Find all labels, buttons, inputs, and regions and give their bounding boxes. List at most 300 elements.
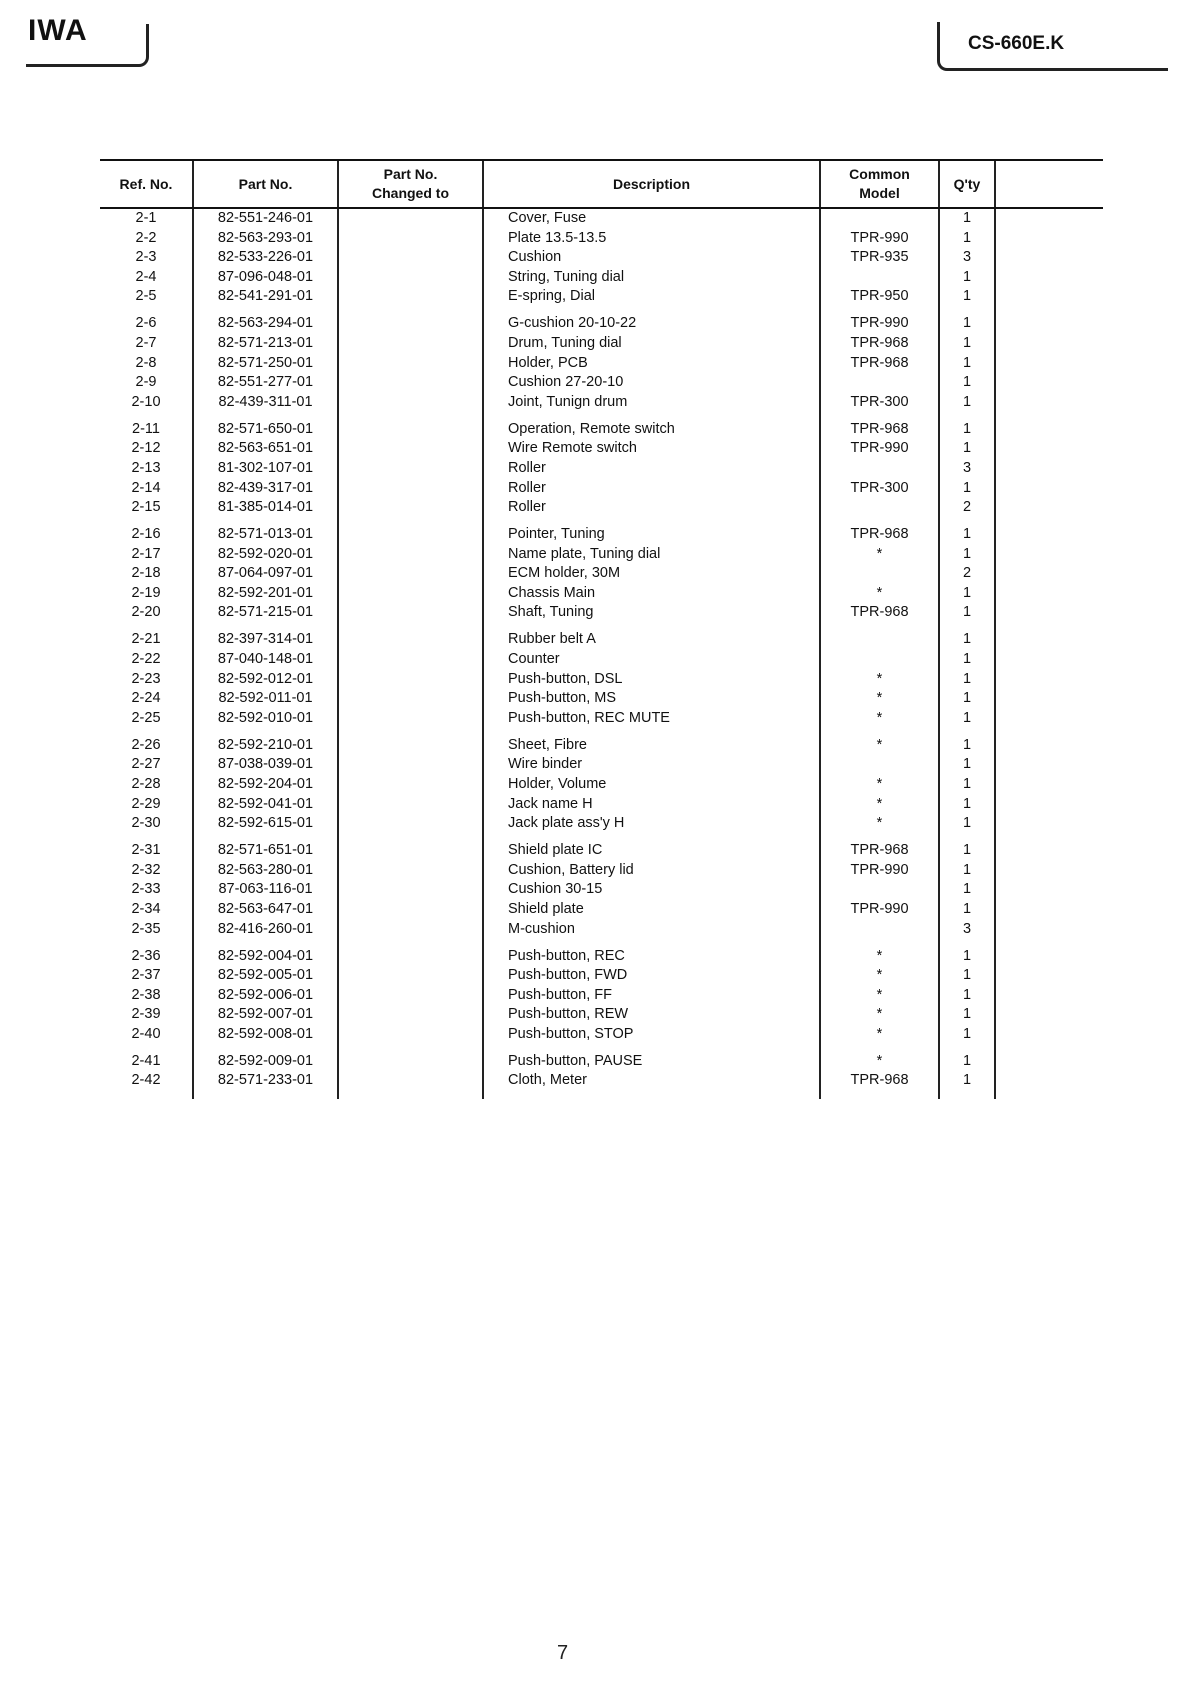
cell-blank [995,1044,1103,1071]
cell-part-no: 82-571-013-01 [193,518,338,545]
cell-description: Push-button, FF [483,986,820,1006]
cell-blank [995,775,1103,795]
cell-changed-to [338,603,483,623]
cell-description: Shield plate IC [483,834,820,861]
parts-list [100,159,1103,1099]
cell-qty: 1 [939,518,995,545]
col-header-blank [995,160,1103,208]
cell-qty: 1 [939,307,995,334]
cell-ref-no: 2-41 [131,1052,161,1069]
cell-description: Holder, Volume [483,775,820,795]
table-row [100,900,1103,920]
cell-ref-no: 2-7 [135,334,157,351]
cell-common-model: TPR-300 [820,393,939,413]
cell-description: Holder, PCB [483,354,820,374]
table-row [100,1044,1103,1071]
cell-part-no: 82-592-041-01 [193,795,338,815]
cell-qty: 1 [939,603,995,623]
cell-common-model: * [820,814,939,834]
table-row [100,307,1103,334]
cell-description: ECM holder, 30M [483,564,820,584]
cell-qty: 1 [939,814,995,834]
table-header-row [100,160,1103,208]
cell-qty: 1 [939,1071,995,1099]
cell-description: Drum, Tuning dial [483,334,820,354]
table-row [100,268,1103,288]
cell-description: Operation, Remote switch [483,412,820,439]
table-row [100,795,1103,815]
table-row [100,986,1103,1006]
cell-changed-to [338,775,483,795]
cell-ref-no: 2-36 [131,947,161,964]
cell-part-no: 82-563-651-01 [193,439,338,459]
cell-common-model: TPR-968 [820,412,939,439]
cell-qty: 1 [939,287,995,307]
cell-qty: 1 [939,412,995,439]
cell-qty: 1 [939,393,995,413]
cell-blank [995,268,1103,288]
cell-common-model: TPR-300 [820,479,939,499]
cell-ref-no: 2-19 [131,584,161,601]
cell-part-no: 82-563-647-01 [193,900,338,920]
col-header-common-model-label: Common Model [849,166,910,201]
cell-description: Cushion 27-20-10 [483,373,820,393]
cell-changed-to [338,564,483,584]
cell-changed-to [338,900,483,920]
table-row [100,755,1103,775]
table-row [100,650,1103,670]
cell-part-no: 82-533-226-01 [193,248,338,268]
col-header-changed-to-label: Part No. Changed to [372,166,449,201]
cell-part-no: 82-563-294-01 [193,307,338,334]
cell-description: G-cushion 20-10-22 [483,307,820,334]
cell-description: Cushion 30-15 [483,880,820,900]
cell-part-no: 82-592-210-01 [193,728,338,755]
cell-qty: 1 [939,834,995,861]
table-row [100,861,1103,881]
cell-part-no: 82-592-007-01 [193,1005,338,1025]
table-body [100,208,1103,1099]
cell-changed-to [338,584,483,604]
col-header-description: Description [483,160,820,208]
cell-changed-to [338,861,483,881]
cell-changed-to [338,354,483,374]
cell-part-no: 87-040-148-01 [193,650,338,670]
table-row [100,334,1103,354]
cell-blank [995,373,1103,393]
cell-description: Wire Remote switch [483,439,820,459]
cell-changed-to [338,1071,483,1099]
cell-qty: 1 [939,689,995,709]
cell-ref-no: 2-20 [131,604,161,621]
col-header-changed-to [338,160,483,208]
cell-common-model: * [820,966,939,986]
cell-changed-to [338,268,483,288]
cell-description: Push-button, REW [483,1005,820,1025]
cell-part-no: 82-571-650-01 [193,412,338,439]
cell-blank [995,880,1103,900]
cell-common-model: TPR-968 [820,1071,939,1099]
cell-description: Wire binder [483,755,820,775]
table-row [100,439,1103,459]
cell-description: Chassis Main [483,584,820,604]
cell-part-no: 81-302-107-01 [193,459,338,479]
cell-blank [995,229,1103,249]
cell-part-no: 82-592-020-01 [193,545,338,565]
cell-blank [995,900,1103,920]
cell-common-model: * [820,670,939,690]
cell-common-model: TPR-968 [820,354,939,374]
cell-common-model: TPR-990 [820,900,939,920]
table-row [100,248,1103,268]
cell-ref-no: 2-35 [131,920,161,937]
cell-common-model [820,208,939,229]
cell-changed-to [338,208,483,229]
cell-qty: 1 [939,373,995,393]
cell-blank [995,986,1103,1006]
cell-qty: 1 [939,1025,995,1045]
cell-changed-to [338,755,483,775]
cell-qty: 1 [939,623,995,650]
cell-common-model [820,498,939,518]
cell-part-no: 82-541-291-01 [193,287,338,307]
cell-common-model: TPR-968 [820,834,939,861]
table-row [100,412,1103,439]
cell-qty: 1 [939,650,995,670]
cell-ref-no: 2-28 [131,775,161,792]
cell-ref-no: 2-18 [131,565,161,582]
cell-common-model: TPR-935 [820,248,939,268]
cell-description: Rubber belt A [483,623,820,650]
cell-common-model [820,268,939,288]
cell-ref-no: 2-16 [131,526,161,543]
cell-ref-no: 2-17 [131,545,161,562]
cell-description: Push-button, PAUSE [483,1044,820,1071]
cell-changed-to [338,650,483,670]
cell-qty: 1 [939,354,995,374]
cell-common-model: TPR-950 [820,287,939,307]
table-row [100,584,1103,604]
cell-common-model [820,880,939,900]
cell-part-no: 82-592-615-01 [193,814,338,834]
cell-part-no: 82-592-204-01 [193,775,338,795]
cell-common-model [820,623,939,650]
cell-blank [995,334,1103,354]
table-row [100,229,1103,249]
cell-ref-no: 2-11 [132,420,160,437]
cell-blank [995,966,1103,986]
cell-ref-no: 2-21 [131,631,161,648]
cell-part-no: 82-551-277-01 [193,373,338,393]
cell-blank [995,939,1103,966]
cell-description: Roller [483,459,820,479]
cell-common-model: TPR-990 [820,307,939,334]
cell-qty: 1 [939,670,995,690]
cell-blank [995,354,1103,374]
cell-part-no: 82-571-250-01 [193,354,338,374]
cell-common-model: * [820,939,939,966]
cell-ref-no: 2-33 [131,881,161,898]
cell-ref-no: 2-27 [131,756,161,773]
cell-part-no: 82-563-280-01 [193,861,338,881]
cell-qty: 1 [939,1044,995,1071]
cell-changed-to [338,966,483,986]
cell-ref-no: 2-37 [131,967,161,984]
table-row [100,564,1103,584]
cell-blank [995,1005,1103,1025]
cell-changed-to [338,545,483,565]
table-row [100,966,1103,986]
table-row [100,623,1103,650]
cell-blank [995,603,1103,623]
table-row [100,393,1103,413]
cell-changed-to [338,412,483,439]
cell-ref-no: 2-23 [131,670,161,687]
cell-ref-no: 2-12 [131,440,161,457]
cell-qty: 1 [939,479,995,499]
cell-changed-to [338,334,483,354]
cell-changed-to [338,307,483,334]
cell-description: Cloth, Meter [483,1071,820,1099]
cell-changed-to [338,709,483,729]
brand-logo: IWA [28,14,88,47]
col-header-common-model [820,160,939,208]
cell-common-model: * [820,728,939,755]
cell-qty: 1 [939,755,995,775]
cell-ref-no: 2-13 [131,459,161,476]
table-row [100,775,1103,795]
cell-changed-to [338,1025,483,1045]
cell-qty: 1 [939,439,995,459]
cell-part-no: 82-571-651-01 [193,834,338,861]
cell-blank [995,670,1103,690]
cell-qty: 1 [939,229,995,249]
cell-part-no: 82-571-233-01 [193,1071,338,1099]
cell-description: Cushion [483,248,820,268]
cell-common-model: TPR-968 [820,518,939,545]
cell-blank [995,287,1103,307]
cell-description: Joint, Tunign drum [483,393,820,413]
cell-changed-to [338,229,483,249]
cell-ref-no: 2-10 [131,393,161,410]
table-row [100,689,1103,709]
col-header-qty: Q'ty [939,160,995,208]
cell-description: Roller [483,498,820,518]
cell-common-model [820,755,939,775]
cell-common-model: TPR-968 [820,603,939,623]
cell-description: Pointer, Tuning [483,518,820,545]
cell-part-no: 82-592-201-01 [193,584,338,604]
cell-blank [995,545,1103,565]
cell-qty: 1 [939,861,995,881]
cell-qty: 1 [939,709,995,729]
cell-part-no: 87-064-097-01 [193,564,338,584]
cell-changed-to [338,479,483,499]
cell-common-model [820,920,939,940]
table-row [100,1025,1103,1045]
cell-changed-to [338,393,483,413]
cell-qty: 1 [939,268,995,288]
cell-common-model: * [820,584,939,604]
table-row [100,880,1103,900]
cell-description: M-cushion [483,920,820,940]
cell-blank [995,623,1103,650]
cell-changed-to [338,498,483,518]
cell-description: Push-button, FWD [483,966,820,986]
table-row [100,603,1103,623]
cell-part-no: 82-592-010-01 [193,709,338,729]
cell-ref-no: 2-24 [131,690,161,707]
cell-ref-no: 2-32 [131,861,161,878]
cell-common-model: * [820,1044,939,1071]
table-row [100,920,1103,940]
cell-blank [995,208,1103,229]
parts-table [100,159,1103,1099]
cell-common-model: * [820,545,939,565]
cell-changed-to [338,814,483,834]
table-row [100,834,1103,861]
cell-ref-no: 2-26 [131,736,161,753]
cell-changed-to [338,689,483,709]
cell-part-no: 87-096-048-01 [193,268,338,288]
cell-blank [995,393,1103,413]
cell-part-no: 82-439-311-01 [193,393,338,413]
cell-qty: 2 [939,564,995,584]
cell-qty: 1 [939,939,995,966]
cell-ref-no: 2-30 [131,815,161,832]
cell-blank [995,439,1103,459]
cell-changed-to [338,518,483,545]
cell-changed-to [338,939,483,966]
cell-ref-no: 2-22 [131,651,161,668]
cell-qty: 1 [939,1005,995,1025]
table-row [100,518,1103,545]
cell-description: Push-button, STOP [483,1025,820,1045]
cell-description: Sheet, Fibre [483,728,820,755]
cell-blank [995,755,1103,775]
cell-changed-to [338,373,483,393]
cell-description: Cover, Fuse [483,208,820,229]
cell-part-no: 82-592-008-01 [193,1025,338,1045]
cell-part-no: 87-038-039-01 [193,755,338,775]
table-row [100,545,1103,565]
cell-qty: 1 [939,208,995,229]
cell-changed-to [338,459,483,479]
cell-part-no: 82-592-005-01 [193,966,338,986]
cell-qty: 1 [939,728,995,755]
col-header-ref-no: Ref. No. [100,160,193,208]
cell-changed-to [338,439,483,459]
cell-common-model: * [820,775,939,795]
cell-blank [995,920,1103,940]
cell-common-model: TPR-990 [820,229,939,249]
cell-blank [995,795,1103,815]
cell-blank [995,861,1103,881]
cell-blank [995,709,1103,729]
cell-part-no: 82-571-213-01 [193,334,338,354]
cell-qty: 3 [939,459,995,479]
cell-part-no: 82-439-317-01 [193,479,338,499]
cell-blank [995,689,1103,709]
cell-ref-no: 2-34 [131,900,161,917]
table-row [100,498,1103,518]
cell-part-no: 82-416-260-01 [193,920,338,940]
cell-ref-no: 2-6 [135,315,157,332]
table-row [100,670,1103,690]
cell-ref-no: 2-25 [131,709,161,726]
cell-description: Shield plate [483,900,820,920]
cell-changed-to [338,1005,483,1025]
cell-description: Jack name H [483,795,820,815]
cell-changed-to [338,1044,483,1071]
cell-changed-to [338,986,483,1006]
cell-changed-to [338,834,483,861]
cell-part-no: 81-385-014-01 [193,498,338,518]
cell-qty: 3 [939,920,995,940]
cell-part-no: 82-592-009-01 [193,1044,338,1071]
cell-description: Push-button, MS [483,689,820,709]
cell-ref-no: 2-38 [131,986,161,1003]
cell-common-model: TPR-990 [820,439,939,459]
cell-ref-no: 2-4 [135,268,157,285]
table-row [100,1071,1103,1099]
cell-blank [995,412,1103,439]
cell-ref-no: 2-42 [131,1072,161,1089]
cell-ref-no: 2-1 [135,210,157,226]
cell-description: E-spring, Dial [483,287,820,307]
cell-qty: 1 [939,775,995,795]
cell-ref-no: 2-31 [131,842,161,859]
cell-common-model [820,650,939,670]
cell-common-model [820,459,939,479]
cell-qty: 1 [939,795,995,815]
cell-description: Jack plate ass'y H [483,814,820,834]
cell-part-no: 82-592-011-01 [193,689,338,709]
cell-common-model [820,564,939,584]
cell-qty: 1 [939,986,995,1006]
page-number: 7 [557,1642,569,1664]
cell-blank [995,584,1103,604]
cell-ref-no: 2-2 [135,229,157,246]
cell-ref-no: 2-15 [131,499,161,516]
cell-common-model: TPR-990 [820,861,939,881]
table-row [100,1005,1103,1025]
cell-common-model [820,373,939,393]
table-row [100,728,1103,755]
cell-description: Cushion, Battery lid [483,861,820,881]
cell-part-no: 82-592-006-01 [193,986,338,1006]
cell-ref-no: 2-3 [135,249,157,266]
cell-blank [995,307,1103,334]
cell-part-no: 82-592-012-01 [193,670,338,690]
cell-ref-no: 2-39 [131,1006,161,1023]
cell-part-no: 82-571-215-01 [193,603,338,623]
cell-blank [995,834,1103,861]
cell-description: Shaft, Tuning [483,603,820,623]
cell-blank [995,650,1103,670]
cell-blank [995,1071,1103,1099]
cell-description: Push-button, DSL [483,670,820,690]
table-row [100,287,1103,307]
cell-changed-to [338,287,483,307]
cell-common-model: * [820,1005,939,1025]
cell-description: Plate 13.5-13.5 [483,229,820,249]
table-row [100,709,1103,729]
cell-qty: 1 [939,545,995,565]
table-row [100,939,1103,966]
model-number: CS-660E.K [968,33,1065,54]
cell-part-no: 82-563-293-01 [193,229,338,249]
